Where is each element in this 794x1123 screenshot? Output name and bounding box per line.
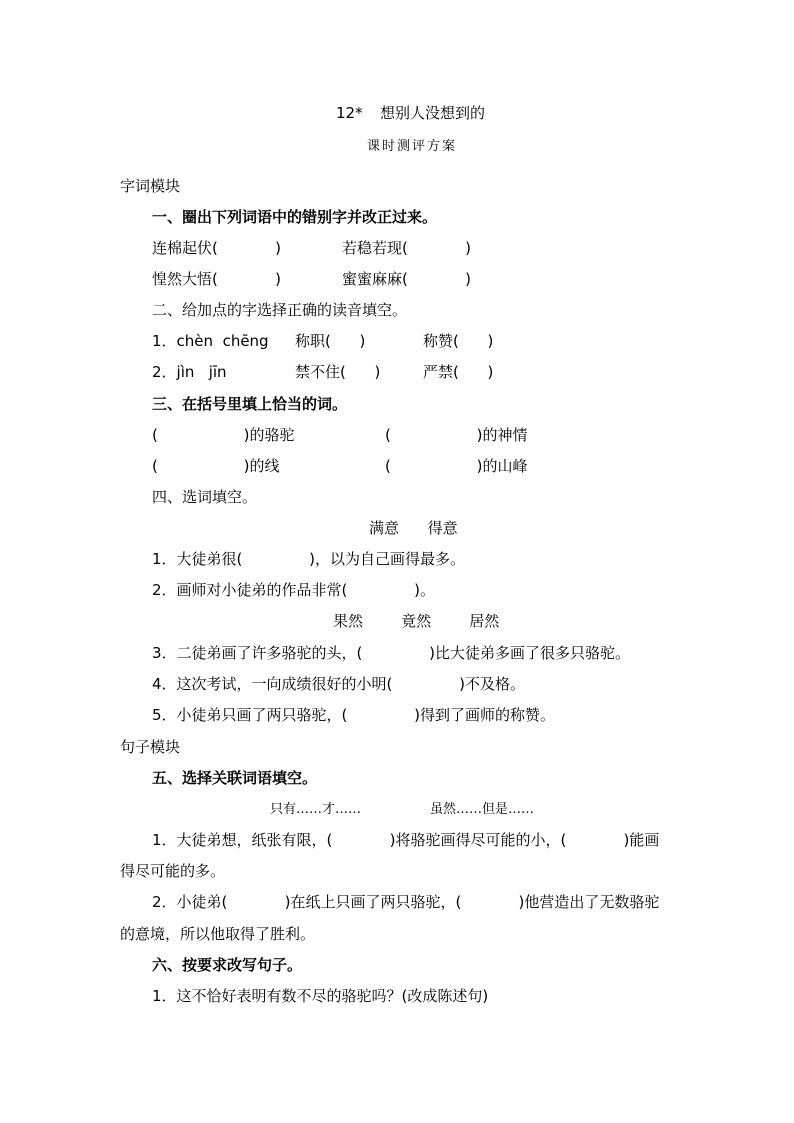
question-3-title: 三、在括号里填上恰当的词。 bbox=[152, 395, 348, 413]
page-title: 想别人没想到的 bbox=[380, 104, 486, 122]
q2-row1-word2: 称赞( ) bbox=[423, 332, 494, 350]
q5-sentence-1-line-1: 1．大徒弟想，纸张有限，( )将骆驼画得尽可能的小，( )能画 bbox=[152, 831, 660, 849]
q3-item-2: ( )的神情 bbox=[385, 426, 528, 444]
q4-word-options-2: 果然 竟然 居然 bbox=[333, 612, 500, 630]
question-2-title: 二、给加点的字选择正确的读音填空。 bbox=[152, 301, 408, 319]
q4-sentence-5: 5．小徒弟只画了两只骆驼，( )得到了画师的称赞。 bbox=[152, 706, 556, 724]
q4-sentence-3: 3．二徒弟画了许多骆驼的头，( )比大徒弟多画了很多只骆驼。 bbox=[152, 644, 631, 662]
page-subtitle: 课时测评方案 bbox=[367, 139, 458, 154]
question-4-title: 四、选词填空。 bbox=[152, 488, 258, 506]
module-heading-sentences: 句子模块 bbox=[120, 738, 181, 756]
q2-row2-word1: 禁不住( ) bbox=[295, 363, 381, 381]
q3-item-3: ( )的线 bbox=[152, 457, 280, 475]
q3-item-1: ( )的骆驼 bbox=[152, 426, 295, 444]
q5-option-1: 只有……才…… bbox=[270, 802, 362, 817]
q1-item-2: 若稳若现( ) bbox=[342, 239, 471, 257]
q5-sentence-2-line-2: 的意境，所以他取得了胜利。 bbox=[120, 925, 316, 943]
q1-item-3: 惶然大悟( ) bbox=[152, 270, 281, 288]
q4-sentence-4: 4．这次考试，一向成绩很好的小明( )不及格。 bbox=[152, 675, 526, 693]
q6-sentence-1: 1．这不恰好表明有数不尽的骆驼吗？(改成陈述句) bbox=[152, 987, 489, 1005]
q5-option-2: 虽然……但是…… bbox=[430, 802, 535, 817]
q2-row2-pinyin: 2．jìn jīn bbox=[152, 363, 227, 381]
question-5-title: 五、选择关联词语填空。 bbox=[152, 769, 318, 787]
q4-word-options-1: 满意 得意 bbox=[369, 519, 458, 537]
q3-item-4: ( )的山峰 bbox=[385, 457, 528, 475]
question-6-title: 六、按要求改写句子。 bbox=[152, 956, 303, 974]
q4-sentence-2: 2．画师对小徒弟的作品非常( )。 bbox=[152, 581, 436, 599]
q2-row1-word1: 称职( ) bbox=[295, 332, 366, 350]
q1-item-4: 蜜蜜麻麻( ) bbox=[342, 270, 471, 288]
q2-row2-word2: 严禁( ) bbox=[423, 363, 494, 381]
q5-sentence-2-line-1: 2．小徒弟( )在纸上只画了两只骆驼，( )他营造出了无数骆驼 bbox=[152, 893, 660, 911]
question-1-title: 一、圈出下列词语中的错别字并改正过来。 bbox=[152, 208, 438, 226]
q1-item-1: 连棉起伏( ) bbox=[152, 239, 281, 257]
q5-sentence-1-line-2: 得尽可能的多。 bbox=[120, 862, 226, 880]
q4-sentence-1: 1．大徒弟很( )，以为自己画得最多。 bbox=[152, 550, 466, 568]
q2-row1-pinyin: 1．chèn chēng bbox=[152, 332, 269, 350]
module-heading-words: 字词模块 bbox=[120, 177, 181, 195]
lesson-number: 12* bbox=[336, 104, 363, 122]
